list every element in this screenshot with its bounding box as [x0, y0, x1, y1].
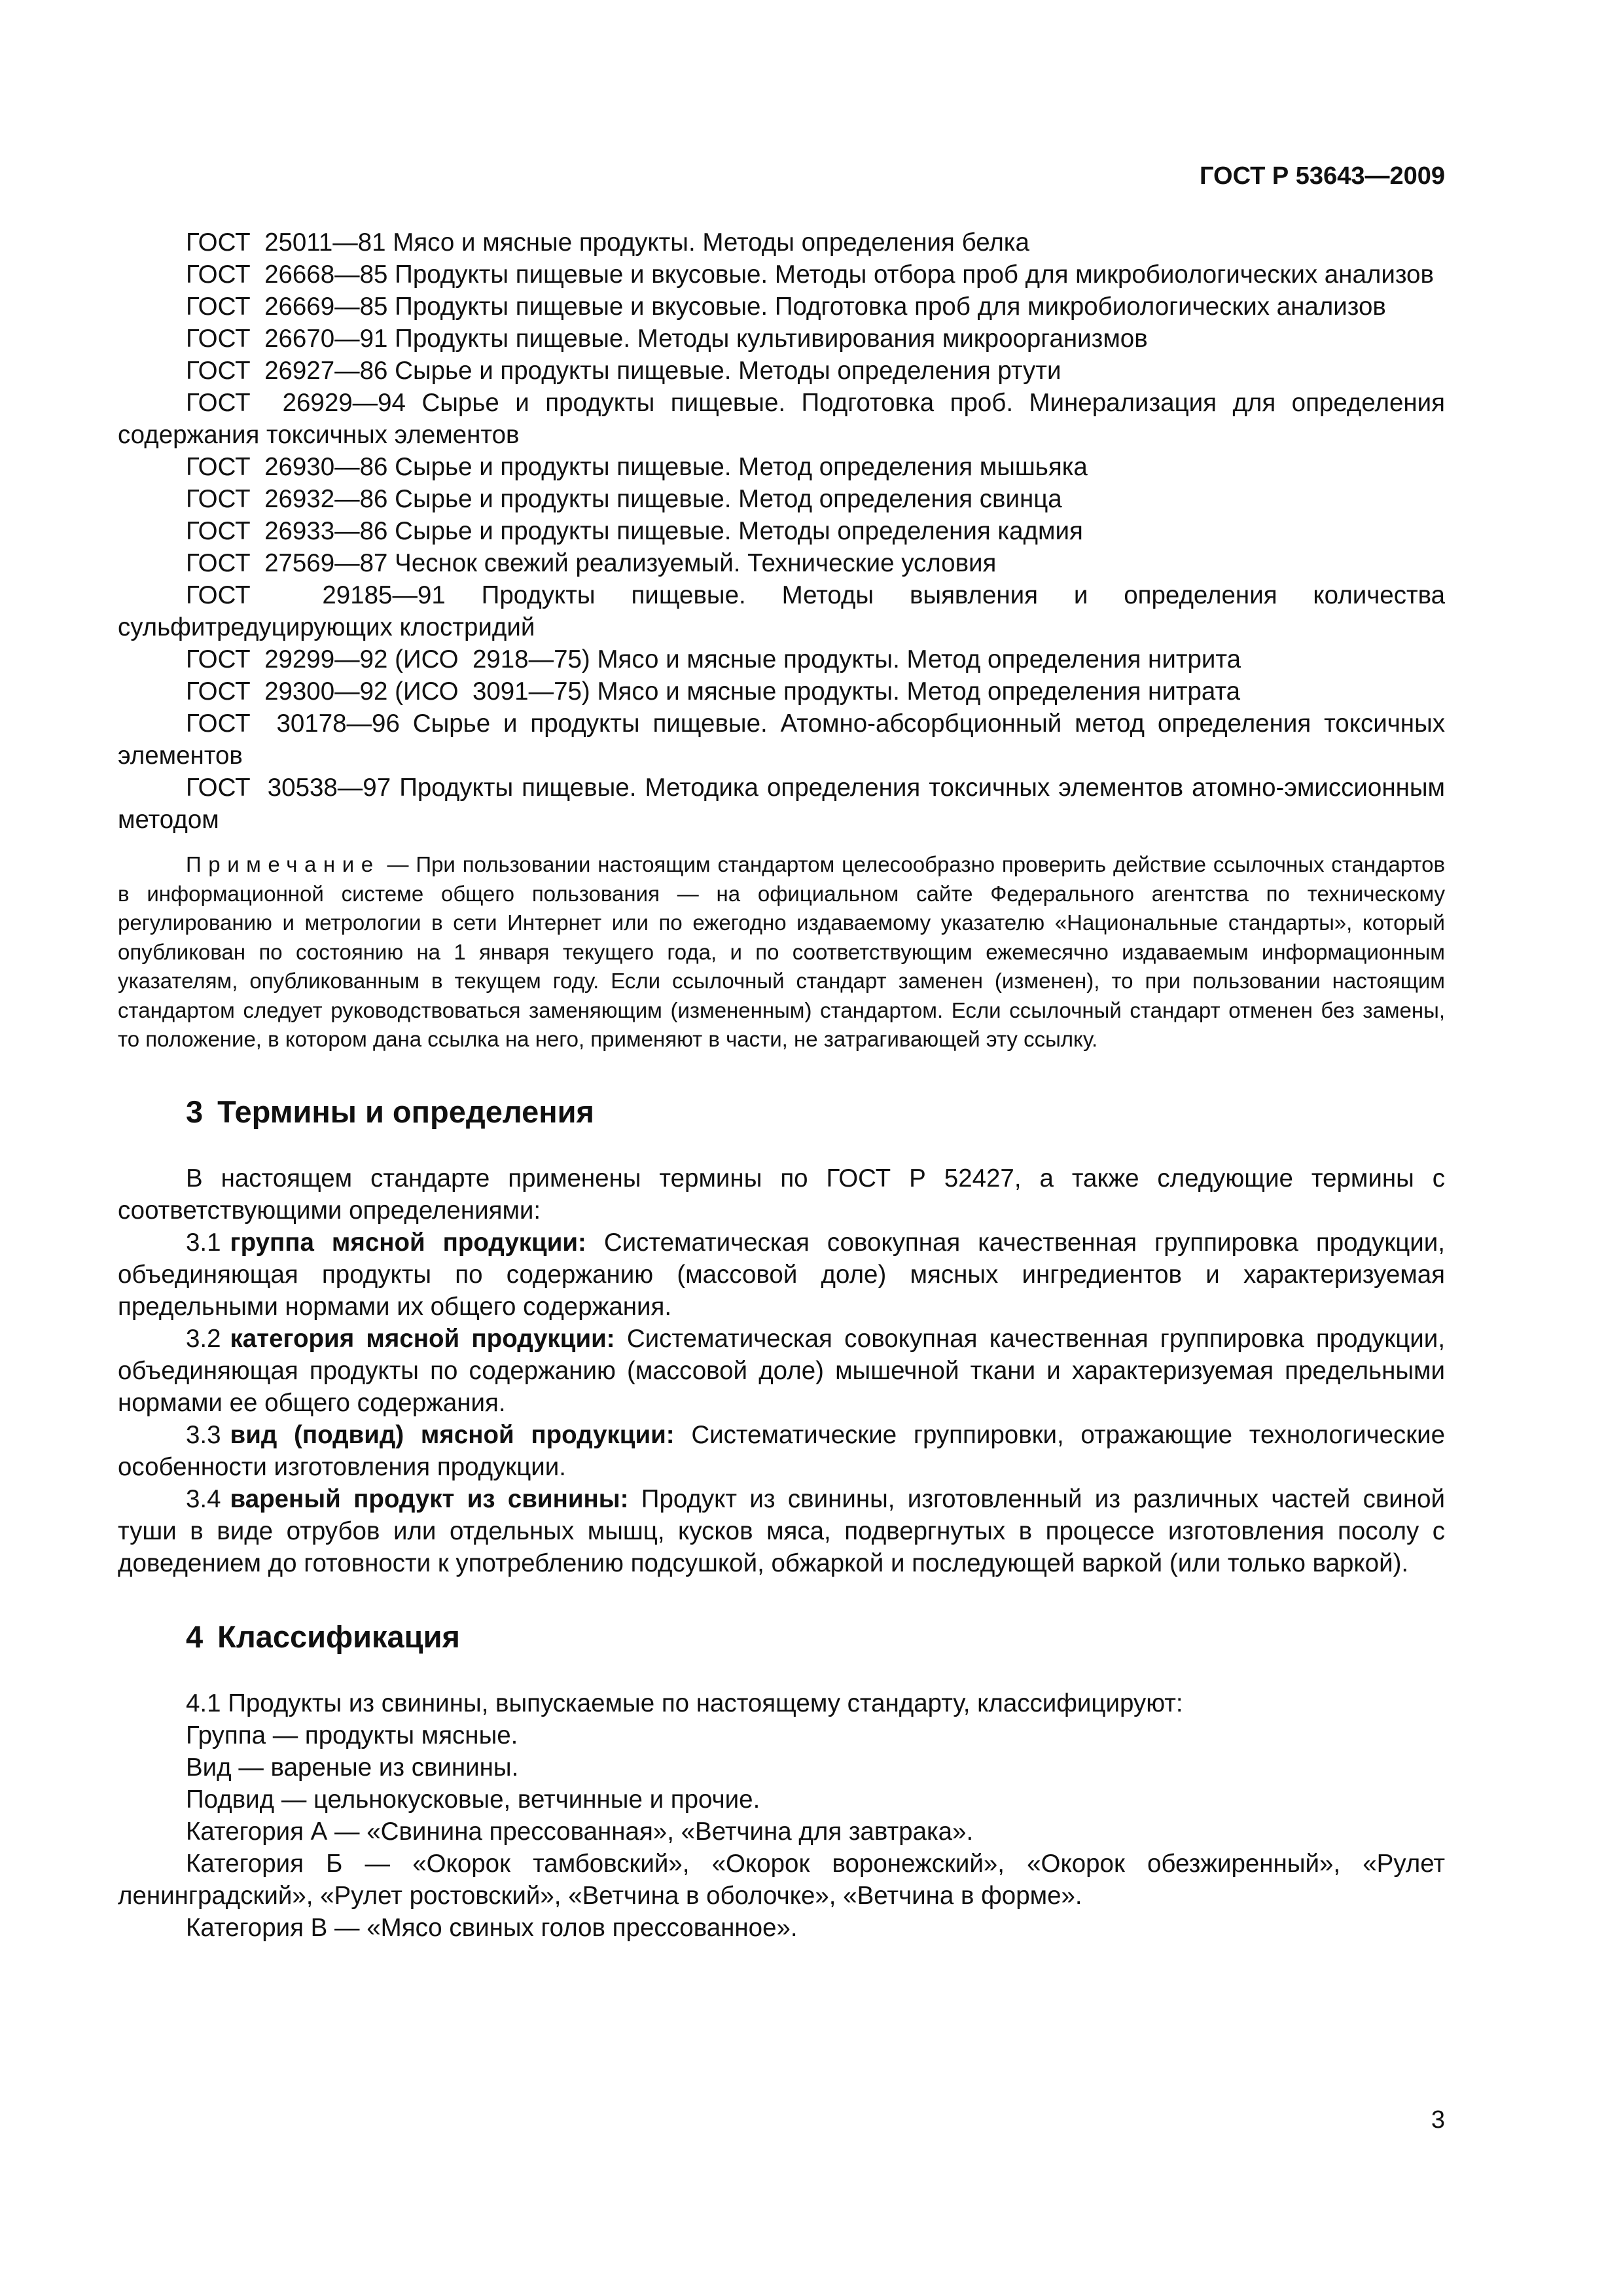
classification-line: Группа — продукты мясные.	[186, 1721, 518, 1749]
note-text: — При пользовании настоящим стандартом целесообразно проверить действие ссылочных стандартов в информационной системе общего пользования — на официальном сайте Федерального агентства по техническому регулированию и метрологии в сети Интернет или по ежегодно издаваемому указателю «Национальные стандарты», который опубликован по состоянию на 1 января текущего года, и по соответствующим ежемесячно издаваемым информационным указателям, опубликованным в текущем году. Если ссылочный стандарт заменен (изменен), то при пользовании настоящим стандартом следует руководствоваться заменяющим (измененным) стандартом. Если ссылочный стандарт отменен без замены, то положение, в котором дана ссылка на него, применяют в части, не затрагивающей эту ссылку.	[118, 852, 1445, 1051]
term-definition: 3.2 категория мясной продукции: Систематическая совокупная качественная группировка продукции, объединяющая продукты по содержанию (массовой доле) мышечной ткани и характеризуемая предельными нормами ее общего содержания.	[118, 1324, 1446, 1417]
term-definition: 3.1 группа мясной продукции: Систематическая совокупная качественная группировка продукции, объединяющая продукты по содержанию (массовой доле) мясных ингредиентов и характеризуемая предельными нормами их общего содержания.	[118, 1228, 1446, 1321]
note-label: Примечание	[186, 852, 380, 876]
reference-item: ГОСТ 30538—97 Продукты пищевые. Методика определения токсичных элементов атомно-эмиссионным методом	[118, 774, 1446, 834]
classification-line: Подвид — цельнокусковые, ветчинные и прочие.	[186, 1785, 760, 1814]
references-list	[118, 226, 1445, 836]
reference-item: ГОСТ 26670—91 Продукты пищевые. Методы культивирования микроорганизмов	[186, 325, 1148, 353]
classification-line: Категория Б — «Окорок тамбовский», «Окорок воронежский», «Окорок обезжиренный», «Рулет ленинградский», «Рулет ростовский», «Ветчина в оболочке», «Ветчина в форме».	[118, 1849, 1445, 1910]
section-3-intro: В настоящем стандарте применены термины по ГОСТ Р 52427, а также следующие термины с соответствующими определениями:	[118, 1164, 1445, 1225]
reference-item: ГОСТ 30178—96 Сырье и продукты пищевые. Атомно-абсорбционный метод определения токсичных элементов	[118, 709, 1445, 770]
classification-line: 4.1 Продукты из свинины, выпускаемые по настоящему стандарту, классифицируют:	[186, 1689, 1183, 1717]
page-content	[118, 226, 1445, 1944]
classification-line: Категория В — «Мясо свиных голов прессованное».	[186, 1913, 798, 1942]
reference-item: ГОСТ 26668—85 Продукты пищевые и вкусовые. Методы отбора проб для микробиологических анализов	[186, 260, 1434, 289]
reference-item: ГОСТ 26932—86 Сырье и продукты пищевые. Метод определения свинца	[186, 485, 1062, 513]
reference-item: ГОСТ 29185—91 Продукты пищевые. Методы выявления и определения количества сульфитредуцирующих клостридий	[118, 581, 1446, 641]
section-3-heading: 3 Термины и определения	[186, 1094, 594, 1129]
section-4-heading: 4 Классификация	[186, 1619, 460, 1654]
term-definition: 3.3 вид (подвид) мясной продукции: Систематические группировки, отражающие технологические особенности изготовления продукции.	[118, 1420, 1445, 1481]
reference-item: ГОСТ 26669—85 Продукты пищевые и вкусовые. Подготовка проб для микробиологических анализов	[186, 293, 1386, 321]
reference-item: ГОСТ 25011—81 Мясо и мясные продукты. Методы определения белка	[186, 228, 1029, 257]
note-paragraph	[118, 850, 1445, 1054]
reference-item: ГОСТ 26929—94 Сырье и продукты пищевые. Подготовка проб. Минерализация для определения содержания токсичных элементов	[118, 389, 1446, 449]
reference-item: ГОСТ 29299—92 (ИСО 2918—75) Мясо и мясные продукты. Метод определения нитрита	[186, 645, 1241, 673]
document-id-header: ГОСТ Р 53643—2009	[1200, 162, 1445, 190]
classification-line: Категория А — «Свинина прессованная», «Ветчина для завтрака».	[186, 1817, 974, 1846]
classification-line: Вид — вареные из свинины.	[186, 1753, 519, 1782]
reference-item: ГОСТ 27569—87 Чеснок свежий реализуемый. Технические условия	[186, 549, 997, 577]
reference-item: ГОСТ 29300—92 (ИСО 3091—75) Мясо и мясные продукты. Метод определения нитрата	[186, 677, 1241, 706]
reference-item: ГОСТ 26927—86 Сырье и продукты пищевые. Методы определения ртути	[186, 357, 1061, 385]
reference-item: ГОСТ 26933—86 Сырье и продукты пищевые. Методы определения кадмия	[186, 517, 1083, 545]
reference-item: ГОСТ 26930—86 Сырье и продукты пищевые. Метод определения мышьяка	[186, 453, 1088, 481]
term-definition: 3.4 вареный продукт из свинины: Продукт из свинины, изготовленный из различных частей свиной туши в виде отрубов или отдельных мышц, кусков мяса, подвергнутых в процессе изготовления посолу с доведением до готовности к употреблению подсушкой, обжаркой и последующей варкой (или только варкой).	[118, 1484, 1445, 1577]
page-number: 3	[1431, 2106, 1445, 2134]
